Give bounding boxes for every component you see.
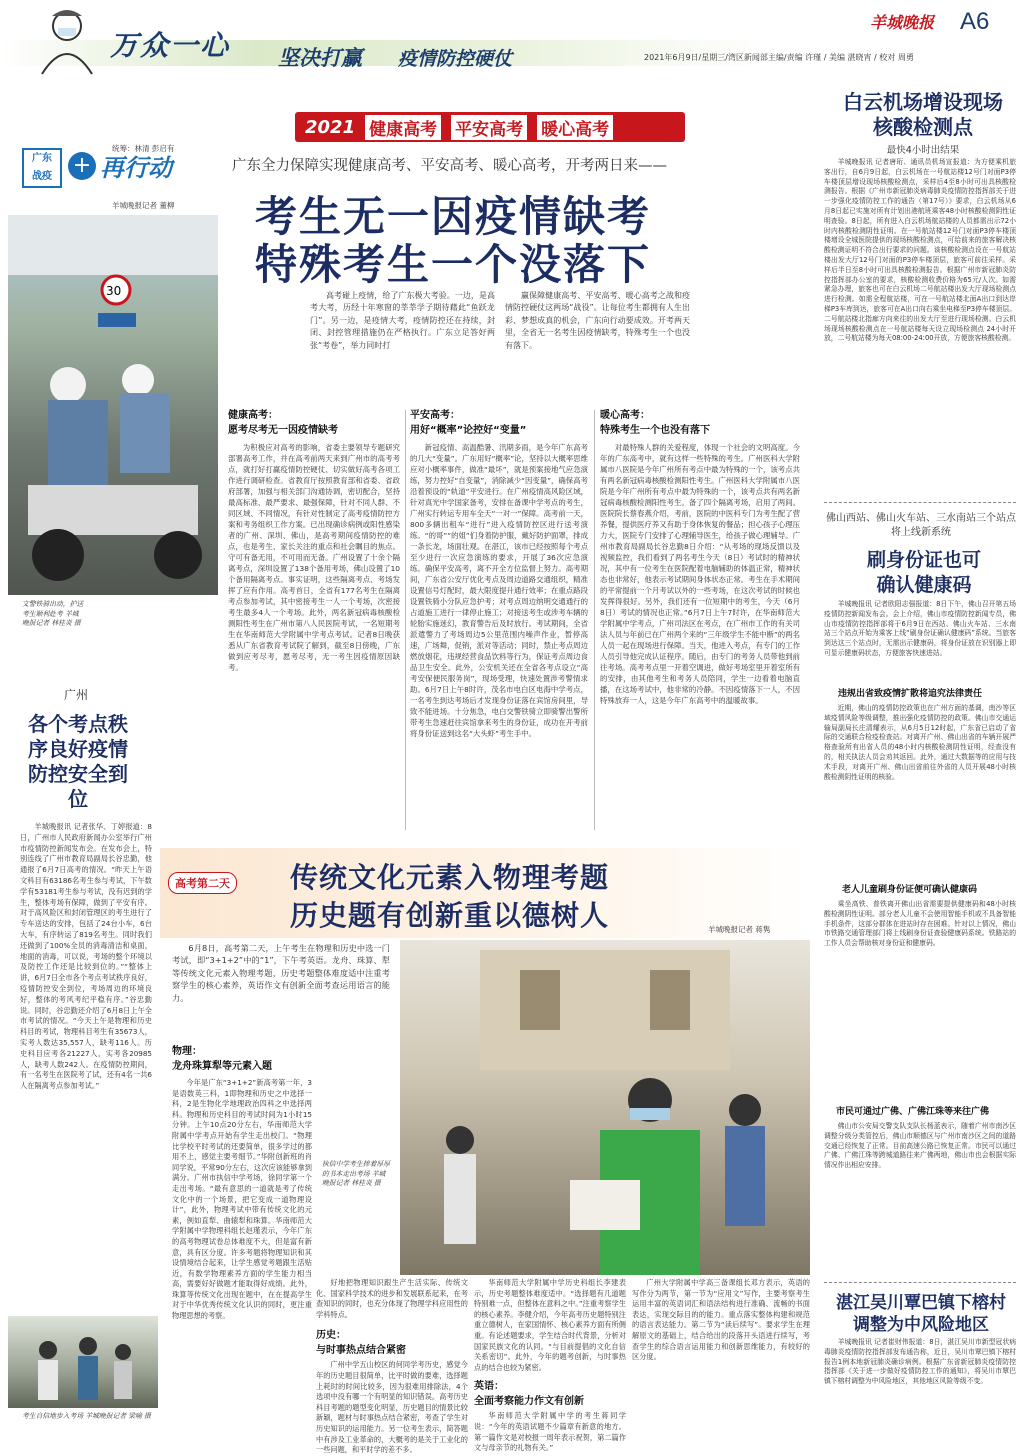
- right-h4-title: 湛江吴川覃巴镇下榕村调整为中风险地区: [836, 1293, 1006, 1335]
- main-title-line1: 考生无一因疫情缺考: [255, 192, 652, 241]
- page-number: A6: [960, 8, 990, 35]
- col-safe-head2: 用好“概率”论控好“变量”: [410, 425, 527, 436]
- right-h3-text-box: [824, 1122, 1016, 1274]
- right-h2-text2: 近期，佛山的疫情防控政策也在广州方面的基调，南沙等区域疫情风险等级调整，推出强化疫情防控的政策。佛山市交通运输局副局长庄清耀表示，从6月5日12时起，广东省已启动了省际的交通联合检疫检查站。对离开广州、佛山出省的车辆开展严格查验所有出省人员的48小时内核酸检测阴性证明，经查没有的，相关执法人员会劝其返回。此外，通过大数据等的应用与技术手段，对离开广州、佛山出省前往外省的人员开展48小时核酸检测阴性证明的核验。: [824, 704, 1016, 781]
- divider: [405, 410, 406, 830]
- right-h2-sub1: 违规出省致疫情扩散将追究法律责任: [838, 689, 983, 699]
- col-health: [228, 406, 400, 836]
- series-byline: 羊城晚报记者 董柳: [112, 201, 175, 210]
- physics-col: [172, 1042, 312, 1434]
- section-divider: [824, 502, 1016, 503]
- series-name: 再行动: [100, 154, 172, 182]
- right-h4-text-box: [824, 1338, 1016, 1436]
- left-text: 羊城晚报讯 记者张华、丁婷报道：8日，广州市人民政府新闻办公室举行广州市疫情防控新闻发布会。在发布会上，特别连线了广州市教育局副局长谷忠勤，他通报了6月7日高考的情况。“昨天上午语文科目有63186名考生参与考试，下午数学有53181考生参与考试，没有迟到的学生，整体考场有保障，做到了平安有序。对于高风险区和封闭管理区的考生进行了专车送达的安排，包括了24台小车，6台大车，有序转运了819名考生。同时我们还做到了100%全员的消毒清洁和桌面，地面的消毒，可以说，考场的整个环境以及防控工作还是比较到位的。”“整体上讲，6月7日全市各个考点考试秩序良好，疫情防控安全到位，考场周边的环境良好，整体的考风考纪平稳有序。”谷忠勤说。同时，谷忠勤还介绍了6月8日上午全市考试的情况。“今天上午是物理和历史科目的考试，物理科目考生有35673人，实考人数达35,557人，缺考116人。历史科目应考各21227人，实考各20985人，缺考人数242人。在疫情防控期间，有一名考生在医院考了试，还有4名一共6人在隔离考点参加考试。”: [20, 822, 152, 1091]
- left-title: 各个考点秩序良好疫情防控安全到位: [28, 712, 128, 811]
- history-head2: 与时事热点结合紧密: [316, 1345, 406, 1357]
- physics-text: 今年是广东“3+1+2”新高考第一年，3是语数英三科，1即物理和历史之中选择一科，2是生物化学地理政治四科之中选择两科。物理和历史科目的考试时间为1小时15分钟。上午10点20分左右，华南师范大学附属中学考点开始有学生走出校门。“物理比学校平时考试的还要简单，很多学过的都用不上，感觉主要考细节。”华附创新班的肖同学说，平常90分左右，这次应该能够拿到满分。广州市执信中学考场，徐同学第一个走出考场。“最有意思的一道就是考了传统文化中的一个场景，把它变成一道物理设计”，此外，物理考试中带有传统文化的元素，例如直犁、曲辕犁和珠算。华南师范大学附属中学物理科组长赵瑾表示，今年广东的高考物理试卷总体难度不大，但是富有新意，具有区分度。许多考题将物理知识和其设情境结合起来，让学生感觉考题跟生活贴近，有数学物理素养方面的学生能力相当高，需要好好做题才能取得好成绩。此外，珠算等传统文化出现在题中，在在提高学生对于中华优秀传统文化认识的同时，更注重物理思想的考察。: [172, 1078, 312, 1321]
- physics-head2: 龙舟珠算犁等元素入题: [172, 1061, 272, 1072]
- sec2-tag: 高考第二天: [168, 872, 237, 894]
- slogan-main: 万众一心: [110, 29, 231, 62]
- right-h1-text-box: [824, 158, 1016, 498]
- banner-item-2: 平安高考: [451, 115, 527, 140]
- left-text-box: [20, 822, 152, 1352]
- english-head1: 英语：: [474, 1381, 504, 1393]
- students-photo: [400, 940, 810, 1275]
- english-text: 华南师范大学附属中学的考生蒋同学说：“今年的英语试题不少篇章有新意的地方。第一篇作文是对校报一周年表示祝贺，第二篇作文与母亲节的礼物有关。”: [474, 1411, 626, 1453]
- students-photo-caption: 执信中学考生捧着厚厚的书本走出考场 羊城晚报记者 林桂炎 摄: [322, 1160, 390, 1187]
- right-h2-text3-box: [824, 900, 1016, 1086]
- right-h2-text: 羊城晚报讯 记者欧阳志强报道：8日下午，佛山召开第五场疫情防控新闻发布会。会上介绍，佛山市疫情防控新闻专员，佛山市疫情防控指挥部将于6月9日在西站、佛山火车站、三水南站三个站点开始为乘客上线“刷身份证确认健康码”系统。当旅客到达这三个站点时，无需出示健康码，将身份证放在识别器上即可显示健康码状态，方便旅客快速进站。: [824, 600, 1016, 657]
- col-safe: [410, 406, 588, 836]
- right-h2-text3: 乘坐高铁、普铁离开佛山出省需要提供健康码和48小时核酸检测阴性证明。部分老人儿童不会使用智能手机或不具备智能手机条件，这部分群体在进站时存在困难。针对以上情况，佛山市铁路交通管理部门将上线刷身份证查验健康码系统。铁路站的工作人员会帮助核对身份证和健康码。: [824, 900, 1016, 948]
- history-head1: 历史：: [316, 1330, 346, 1342]
- exam-entrance-caption: 考生自信地步入考场 羊城晚报记者 梁喻 摄: [22, 1412, 151, 1420]
- sec2-col3: [474, 1278, 626, 1453]
- right-h2-text-box: [824, 600, 1016, 680]
- gaokao-banner: [295, 112, 685, 142]
- right-h2-sub2: 老人儿童刷身份证便可确认健康码: [842, 885, 978, 895]
- right-h2-title: 刷身份证也可确认健康码: [866, 549, 981, 596]
- sec2-col2: [316, 1278, 468, 1455]
- right-h2-kicker: 佛山西站、佛山火车站、三水南站三个站点将上线新系统: [826, 513, 1016, 538]
- exam-entrance-photo: [8, 1316, 158, 1408]
- col-warm-head2: 特殊考生一个也没有落下: [600, 425, 710, 436]
- banner-item-3: 暖心高考: [537, 115, 613, 140]
- right-h3-text: 佛山市公安局交警支队支队长杨蓝表示，随着广州市南沙区调整分级分类管控后，佛山市顺德区与广州市南沙区之间的道路交通已经恢复了正常。目前高速公路已恢复正常。市民可以通过广佛、广佛江珠等跨城道路往来广佛两地，佛山市也会根据实际情况作出相应安排。: [824, 1122, 1016, 1170]
- police-escort-photo: [8, 215, 218, 595]
- col-warm-head1: 暖心高考：: [600, 410, 650, 421]
- sec2-col4-text: 广州大学附属中学高三备课组长邓方表示，英语的写作分为两节，第一节为“应用文”写作，主要考察考生运用丰富的英语词汇和语法结构进行准确、流畅的书面表达，实现交际目的的能力。重点落实整体构建和规范的语言表达能力。第二节为“读后续写”。要求学生在理解原文的基础上，结合给出的段落开头语进行续写，考查学生的综合语言运用能力和创新思维能力，有较好的区分度。: [632, 1278, 810, 1362]
- sec2-lead-box: [172, 942, 390, 1004]
- sec2-title2: 历史题有创新重以德树人: [290, 899, 610, 932]
- sec2-col4: [632, 1278, 810, 1438]
- main-title-line2: 特殊考生一个没落下: [255, 240, 652, 289]
- sec2-lead: 6月8日，高考第二天，上午考生在物理和历史中选一门考试，即“3+1+2”中的“1”，下午考英语。龙舟、珠算、犁等传统文化元素入物理考题，历史考题整体难度适中注重考察学生的核心素养，英语作文有创新全面考查运用语言的能力。: [172, 943, 390, 1003]
- col-warm: [600, 406, 800, 836]
- slogan-sub1: 坚决打赢: [278, 46, 362, 70]
- col-safe-text: 新冠疫情、高温酷暑、汛期多雨，是今年广东高考的几大“变量”。广东用好“概率”论，坚持以大概率思维应对小概率事件，做准“最坏”，就是预案接地气应急演练，努力控好“自变量”，消除减少“因变量”，确保高考沿着预设的“轨道”平安进行。在广州疫情高风险区域，针对真光中学国家备考，安排在备课中学考点的考生，广州实行转运专用车全天“一对一”保障。高考前一天，800多辆出租车“进行”进入疫情防控区进行送考演练。“的哥”“的姐”们身着防护服，戴好防护面罩，排成一条长龙，场面壮观。在湛江，该市已经按照每个考点至少进行一次应急演练的要求，开展了36次应急演练。确保平安高考，离不开全方位监督上努力。高考期间，广东省公安厅优化考点及周边道路交通组织，精准设置信号灯配时，最大限度提升通行效率；在重点路段设置铁骑小分队应急护考；对考点周边纳明交通通行的占道施工进行一律停止施工；对接送考生或涉考车辆的轮胎实施迷幻，教育警告后及时放行。考试期间，全省派遣警力了考场周边5公里范围内噪声作业，暂停高速，广场舞，促销，派对等活动；同时，禁止考点周边燃放烟花，违规经营食品饮料等行为，保证考点周边食品卫生安全。此外，公安机关还在全省各考点设立“高考安保便民服务岗”，现场受理，快速处置涉考警情求助。6月7日上午8时许，茂名市电白区电海中学考点，一名考生到达考场后才发现身份证落在宾馆房间里，导致不能进场。十分焦急，电白交警铁骑立即骑警出警所带考生急速赶往宾馆拿来考生的身份证，成功在开考前将身份证送到这名“大头虾”考生手中。: [410, 443, 588, 738]
- physics-head1: 物理：: [172, 1046, 202, 1057]
- right-h1-sub: 最快4小时出结果: [886, 145, 960, 156]
- section-divider: [824, 1282, 1016, 1283]
- issue-info: 2021年6月9日/星期三/湾区新闻部主编/责编 许瑾 / 美编 湛晓宵 / 校对 周勇: [644, 53, 914, 62]
- series-region: 广东 战疫: [22, 148, 62, 188]
- sec2-byline: 羊城晚报记者 蒋隽: [708, 925, 771, 934]
- main-kicker: 广东全力保障实现健康高考、平安高考、暖心高考，开考两日来——: [232, 158, 667, 174]
- sec2-col2-text: 好地把物理知识跟生产生活实际、传统文化、国家科学技术的进步和发展联系起来，在考查知识的同时，也充分体现了物理学科应用性的学科特点。: [316, 1278, 468, 1319]
- english-head2: 全面考察能力作文有创新: [474, 1396, 584, 1408]
- sec2-title1: 传统文化元素入物理考题: [290, 861, 610, 894]
- slogan-sub2: 疫情防控硬仗: [398, 48, 513, 70]
- right-h1-text: 羊城晚报讯 记者唐珩、通讯员机场宣报道：为方便乘机旅客出行，自6月9日起，白云机场在一号航站楼12号门对面P3停车楼顶层增设现场核酸检测点，采样后4至8小时可出具核酸检测报告。根据《广州市新冠肺炎病毒肺炎疫情防控指挥部关于进一步强化疫情防控工作的通告（第17号）》要求，白云机场从6月8日起已实施对所有计划出港航班乘客48小时核酸检测阴性证明查验。8日起，所有进入白云机场航站楼的人员都需出示72小时内核酸检测阴性证明。在一号航站楼12号门对面P3停车楼顶楼增设全城医院提供的现场核酸检测点，可给前来的旅客解决核酸检测证明不符合出行要求的问题。该核酸检测点设在一号航站楼出发大厅12号门对面的P3停车楼顶层，旅客可前往采样。采样后半日至8小时可出具核酸检测报告。根据广州市新冠肺炎防控指挥部办公室的要求，核酸检测收费价格为65元/人次。如需紧急办理，旅客也可在白云机场二号航站楼出发大厅现场检测点进行检测。如需全程航站楼，可在一号航站楼北面A出口到达岸梯P3车库到达，旅客可在A出口向右乘坐电梯至P3停车楼顶层。二号航站楼北指廊方向来往的出发大厅至进行现场检测。白云机场现场核酸检测点在一号航站楼每天设立现场检测点 24小时开放，二号航站楼为每天08:00-24:00开放，方便旅客核酸检测。: [824, 158, 1016, 343]
- col-warm-text: 对最特殊人群的关爱程度，体现一个社会的文明高度。今年的广东高考中，就有这样一些特殊的考生。广州医科大学附属市八医院是今年广州所有考点中最为特殊的一个，该考点共有两名新冠病毒核酸检测阳性考生。广州医科大学附属市八医院是今年广州所有考点中最为特殊的一个，该考点共有两名新冠病毒核酸检测阳性考生。备了四个隔离考场，启用了两间。医院院长蔡春燕介绍，考前，医院的中医科专门为考生配了营养餐，提供医疗养又有助于身体恢复的餐品；担心孩子心理压力大，医院专门安排了心理辅导医生，给孩子做心理辅导。广州市教育局副局长谷忠勤8日介绍：“从考场的现场反馈以及视频监控，我们看到了两名考生今天（8日）考试时的精神状况，其中有一位考生在医院配着电脑辅助的体温正常，精神状态也非常好，他表示考试期间身体状态正常。考生在手术期间的平常提前一个月考试以外的一些考场，在这次考试的时候也发挥得很好。另外，我们还有一位短期中的考生，今天（6月8日）考试的情况也正常。”6月7日上午7时许，在华南师范大学附属中学考点，广州司法区在考点，在广州市工作的有关司法人员与年前已在广州两个来的“三年级学生不能中断”的两名人员一起在现场进行保障。当天，他进入考点，有专门的工作人员引导他完成认证程序。随后，由专门的考务人员带他到前往考场。高考考点里一开着空调进，做好考场室里开着室所有的安排，由其他考生和考务人员陪同，学生一边看着电脑直播，在这场考试中，他非常的冷静。不因疫情落下一人，不因特殊放弃一人，这是今年广东高考中的温暖故事。: [600, 443, 800, 705]
- right-h4-text: 羊城晚报讯 记者崔财伟报道：8日，湛江吴川市新型冠状病毒肺炎疫情防控指挥部发布通告称，近日，吴川市覃巴镇下榕村报告1例本地新冠肺炎确诊病例。根据广东省新冠肺炎疫情防控指挥部《关于进一步做好疫情防控工作的通知》，将吴川市覃巴镇下榕村调整为中风险地区，其他地区风险等级不变。: [824, 1338, 1016, 1386]
- banner-year: 2021: [305, 116, 356, 138]
- col-health-text: 为积极应对高考的影响，省委主要领导专题研究部署高考工作，并在高考前两天来到广州市的高考考点，就打好打赢疫情防控硬仗、切实做好高考各项工作进行调研检查。省教育厅按照教育部和省委、省政府部署，加强与相关部门沟通协调，密切配合，坚持最高标准、最严要求、最强保障，针对不同人群、不同区域、不同情况，有针对性制定了高考疫情防控方案和考务组织工作方案。已出现确诊病例或阳性感染者的广州、深圳、佛山，是高考期间疫情防控的难点，也是考生、家长关注的重点和社会瞩目的焦点。守可有备无用，不可用而无备。广州设置了十余个隔离考点，深圳设置了138个备用考场，佛山设置了10个备用隔离考点。事实证明，这些隔离考点、考场发挥了应有作用。高考首日，全省有177名考生在隔离考点参加考试，其中密接考生一人一个考场，次密接考生最多4人一个考场。此外，两名新冠病毒核酸检测阳性考生在广州市第八人民医院考试，一名短期考生在华南师范大学附属中学考点考试。记者8日晚获悉从广东省教育考试院了解到，截至8日傍晚，广东做到应考尽考，愿考尽考，无一考生因疫情原因缺考。: [228, 443, 400, 672]
- right-h1-title: 白云机场增设现场核酸检测点: [843, 90, 1003, 139]
- cross-icon: +: [68, 152, 96, 180]
- divider: [594, 410, 595, 830]
- history-text: 广州中学五山校区的何同学考历史，感觉今年的历史题目很简单，比平时做的要难，选择题上耗时的时间比较多，因为很难用排除法，4个选项中没有哪一个有明显的知识错误。高考历史科目考题的题型变化明显，历史题目的情景比较新颖，题材与时事热点结合紧密，考查了学生对历史知识的运用能力。另一位考生表示，简答题中有涉及工业革命的，大概考的是关于工业化的一些问题，和平时学的差不多。: [316, 1360, 468, 1455]
- banner-item-1: 健康高考: [365, 115, 441, 140]
- sec2-col3-text: 华南师范大学附属中学历史科组长李建表示，历史考题整体难度适中。“选择题有几道题特别难一点，但整体在意料之中。”注重考察学生的核心素养。李健介绍，今年高考历史题特别注重立德树人，在家国情怀、核心素养方面有所侧重。有论述题要求，学生结合时代背景，分析对国家民族文化的认同。“与目前提倡的文化自信关系密切”。此外，今年的题考创新，与时事热点的结合也较为紧密。: [474, 1278, 626, 1372]
- col-health-head1: 健康高考：: [228, 410, 278, 421]
- svg-text:30: 30: [106, 284, 122, 298]
- masthead: [0, 0, 1024, 80]
- police-photo-caption: 文警铁骑出动，护送考生顺利赴考 羊城晚报记者 林桂炎 摄: [22, 600, 84, 627]
- main-lead-col2: 赢保障健康高考、平安高考、暖心高考之战和疫情防控硬仗这两场“战役”。让每位考生都拥有人生出彩、梦想成真的机会，广东向行动要成效。开考两天里，全省无一名考生因疫情缺考，特殊考生一个也没有落下。: [505, 291, 690, 350]
- newspaper-logo: 羊城晚报: [870, 13, 935, 32]
- series-editors: 统筹：林清 彭启有: [112, 144, 175, 153]
- col-safe-head1: 平安高考：: [410, 410, 460, 421]
- left-region: 广州: [64, 688, 89, 702]
- main-lead-col1: 高考碰上疫情，给了广东极大考验。一边，是高考大考，历经十年寒窗的莘莘学子期待藉此“鱼跃龙门”。另一边，是疫情大考，疫情防控还在持续，封闭、封控管理措施仍在严格执行。广东立足答好两张“考卷”，举力同时打: [310, 291, 495, 350]
- masthead-illustration: [22, 4, 112, 74]
- col-health-head2: 愿考尽考无一因疫情缺考: [228, 425, 338, 436]
- right-h2-text2-box: [824, 704, 1016, 872]
- right-h3-sub: 市民可通过广佛、广佛江珠等来往广佛: [836, 1107, 990, 1117]
